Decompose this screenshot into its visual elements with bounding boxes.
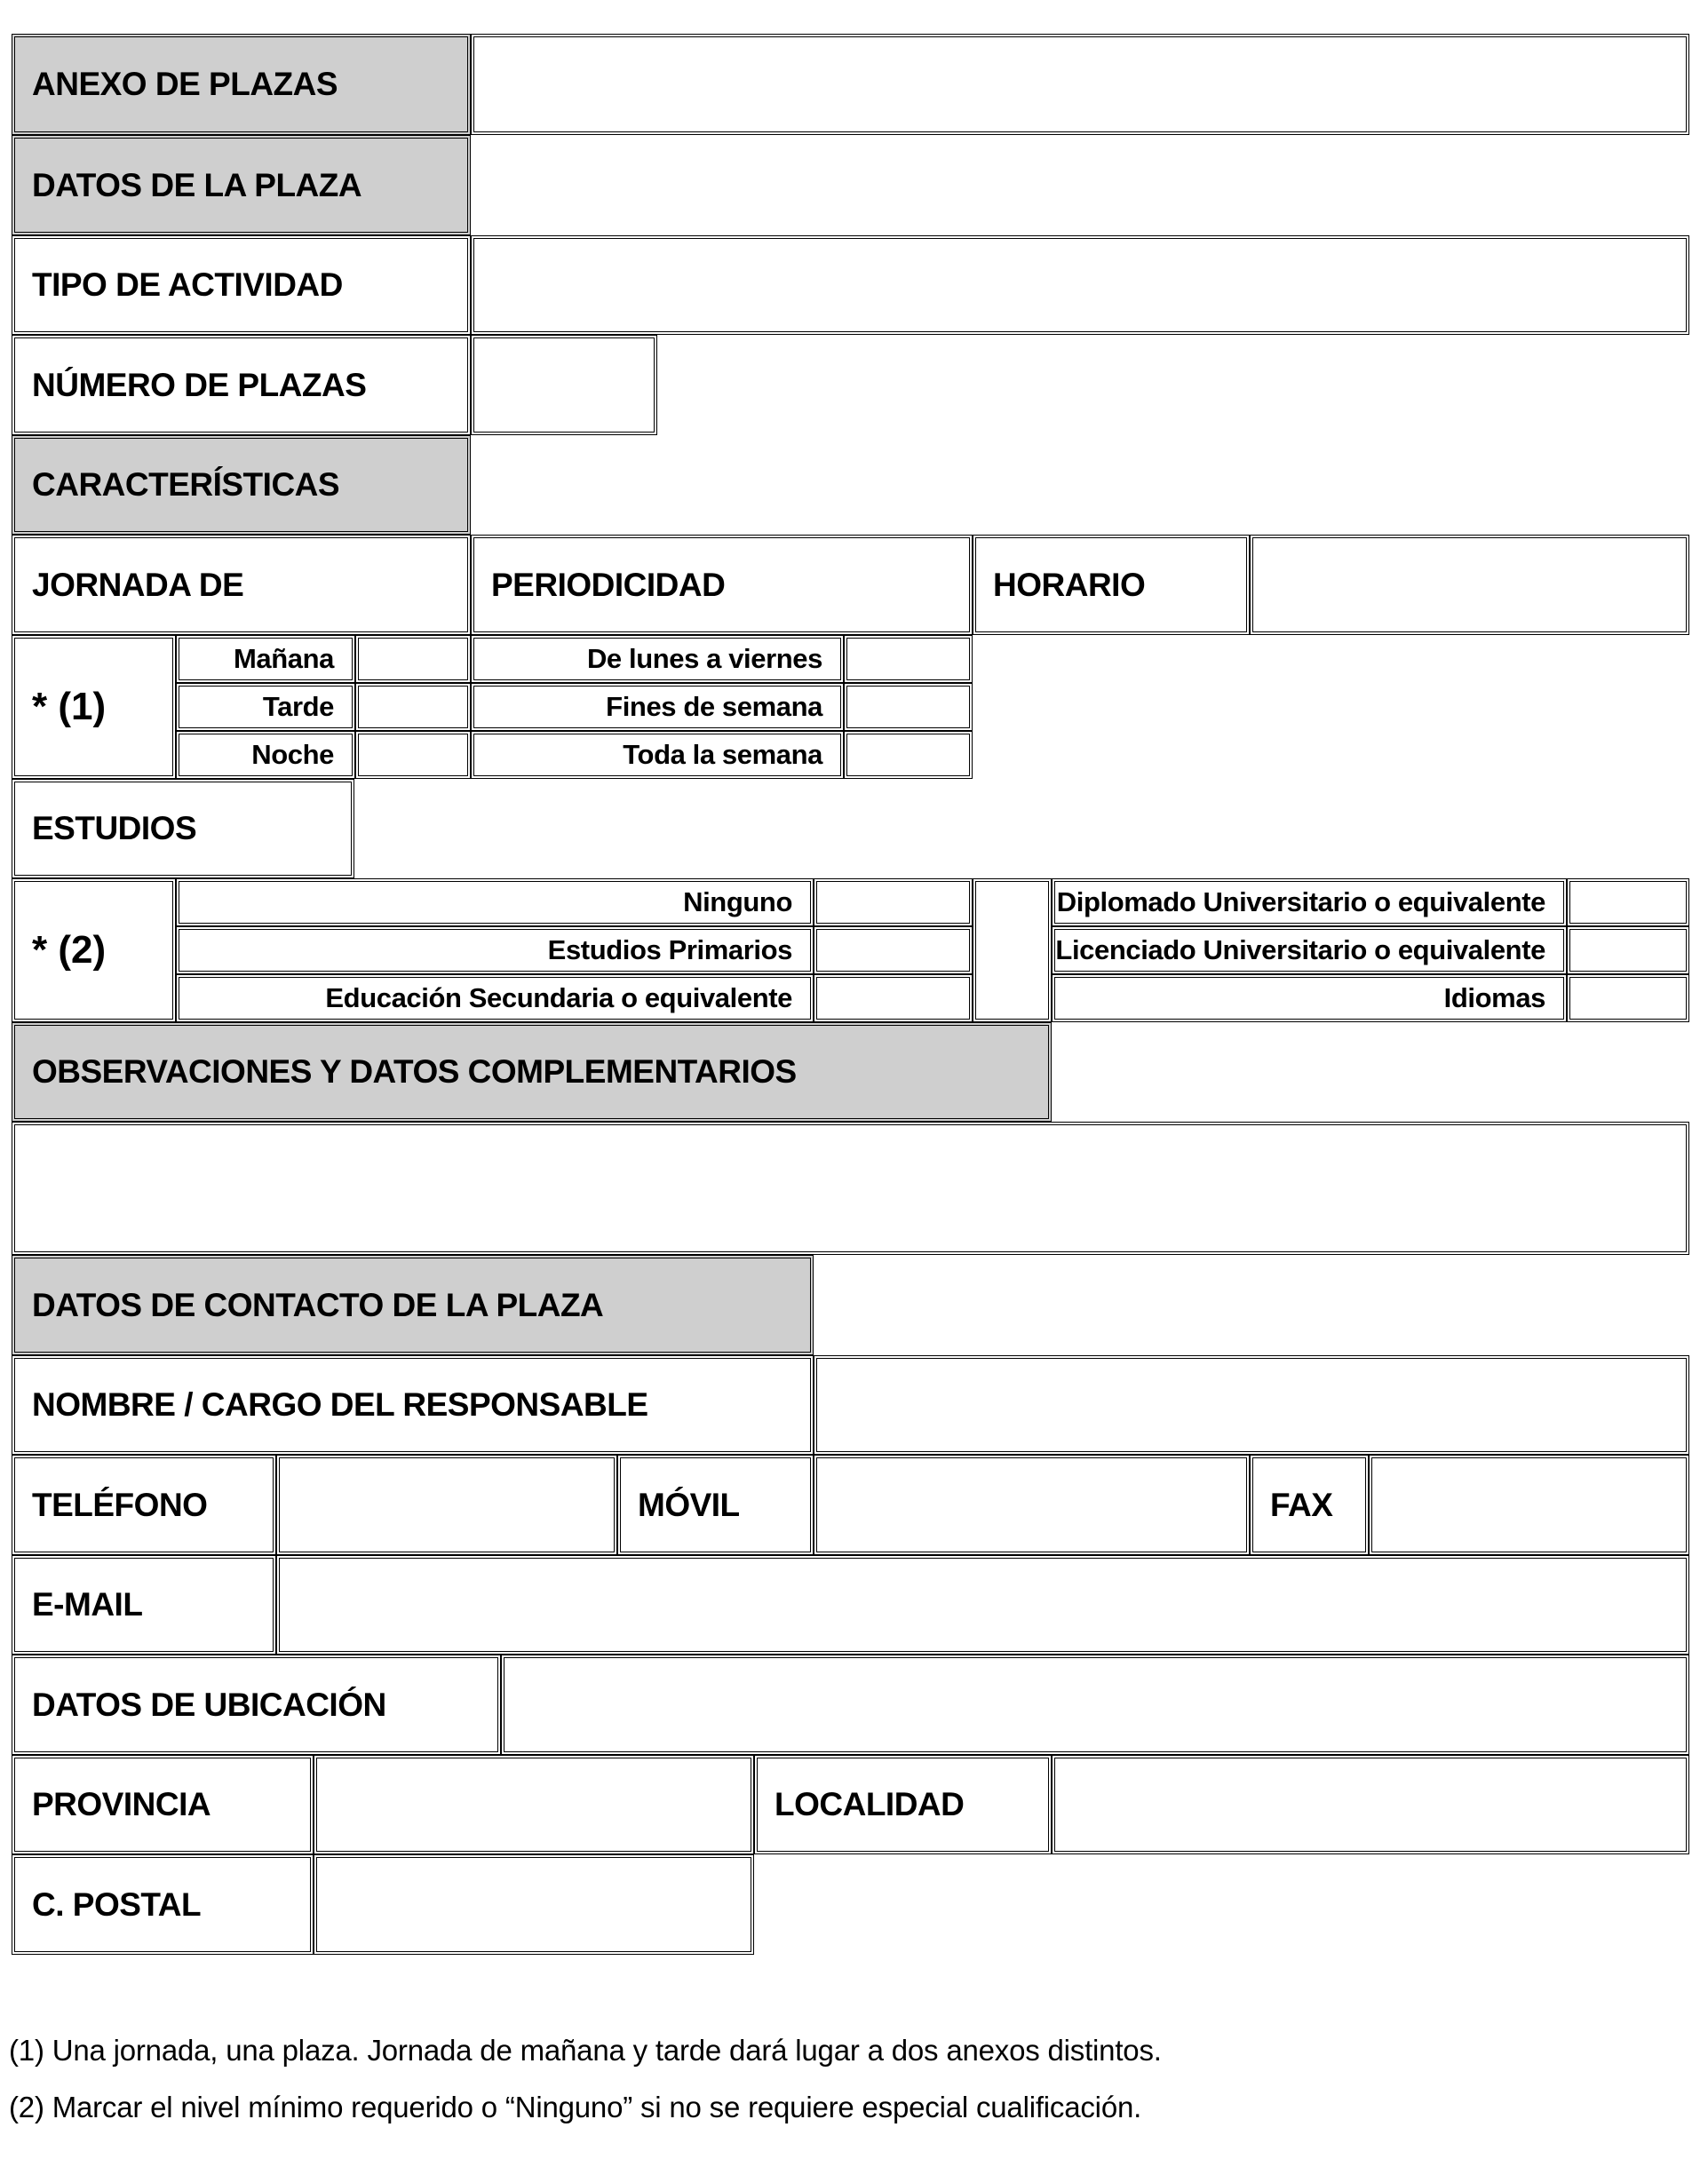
numero-plazas-label: NÚMERO DE PLAZAS: [12, 335, 471, 435]
movil-field[interactable]: [814, 1455, 1250, 1555]
provincia-field[interactable]: [314, 1755, 754, 1854]
ubicacion-label: DATOS DE UBICACIÓN: [12, 1655, 501, 1755]
ubicacion-field[interactable]: [501, 1655, 1689, 1755]
tipo-actividad-label: TIPO DE ACTIVIDAD: [12, 235, 471, 335]
telefono-label: TELÉFONO: [12, 1455, 276, 1555]
footnote-2: (2) Marcar el nivel mínimo requerido o “Ninguno” si no se requiere especial cualificación.: [9, 2091, 1142, 2123]
localidad-field[interactable]: [1052, 1755, 1689, 1854]
provincia-label: PROVINCIA: [12, 1755, 314, 1854]
responsable-field[interactable]: [814, 1355, 1689, 1455]
fax-label: FAX: [1250, 1455, 1369, 1555]
turno-tarde-check[interactable]: [355, 683, 471, 731]
email-label: E-MAIL: [12, 1555, 276, 1655]
estudios-secundaria-label: Educación Secundaria o equivalente: [176, 974, 814, 1022]
anexo-field[interactable]: [471, 34, 1689, 135]
telefono-field[interactable]: [276, 1455, 617, 1555]
estudios-idiomas-check[interactable]: [1567, 974, 1689, 1022]
horario-label: HORARIO: [973, 535, 1250, 635]
anexo-label: ANEXO DE PLAZAS: [12, 34, 471, 135]
periodo-toda-semana-label: Toda la semana: [471, 731, 844, 779]
periodo-lunes-viernes-label: De lunes a viernes: [471, 635, 844, 683]
periodicidad-label: PERIODICIDAD: [471, 535, 973, 635]
periodo-fines-semana-check[interactable]: [844, 683, 973, 731]
jornada-label: JORNADA DE: [12, 535, 471, 635]
turno-manana-check[interactable]: [355, 635, 471, 683]
estudios-primarios-check[interactable]: [814, 926, 973, 974]
tipo-actividad-field[interactable]: [471, 235, 1689, 335]
observaciones-field[interactable]: [12, 1122, 1689, 1255]
periodo-toda-semana-check[interactable]: [844, 731, 973, 779]
responsable-label: NOMBRE / CARGO DEL RESPONSABLE: [12, 1355, 814, 1455]
estudios-licenciado-label: Licenciado Universitario o equivalente: [1052, 926, 1567, 974]
periodo-lunes-viernes-check[interactable]: [844, 635, 973, 683]
fax-field[interactable]: [1369, 1455, 1689, 1555]
postal-label: C. POSTAL: [12, 1854, 314, 1955]
postal-field[interactable]: [314, 1854, 754, 1955]
localidad-label: LOCALIDAD: [754, 1755, 1052, 1854]
estudios-licenciado-check[interactable]: [1567, 926, 1689, 974]
nota1-marker: * (1): [12, 635, 176, 779]
turno-noche-label: Noche: [176, 731, 355, 779]
caracteristicas-header: CARACTERÍSTICAS: [12, 435, 471, 535]
horario-field[interactable]: [1250, 535, 1689, 635]
estudios-primarios-label: Estudios Primarios: [176, 926, 814, 974]
numero-plazas-field[interactable]: [471, 335, 657, 435]
estudios-diplomado-label: Diplomado Universitario o equivalente: [1052, 878, 1567, 926]
nota2-marker: * (2): [12, 878, 176, 1022]
estudios-label: ESTUDIOS: [12, 779, 354, 878]
turno-manana-label: Mañana: [176, 635, 355, 683]
estudios-secundaria-check[interactable]: [814, 974, 973, 1022]
observaciones-header: OBSERVACIONES Y DATOS COMPLEMENTARIOS: [12, 1022, 1052, 1122]
estudios-diplomado-check[interactable]: [1567, 878, 1689, 926]
estudios-idiomas-label: Idiomas: [1052, 974, 1567, 1022]
movil-label: MÓVIL: [617, 1455, 814, 1555]
estudios-ninguno-check[interactable]: [814, 878, 973, 926]
footnote-1: (1) Una jornada, una plaza. Jornada de mañana y tarde dará lugar a dos anexos distintos.: [9, 2034, 1162, 2067]
estudios-separator: [973, 878, 1052, 1022]
turno-noche-check[interactable]: [355, 731, 471, 779]
contacto-header: DATOS DE CONTACTO DE LA PLAZA: [12, 1255, 814, 1355]
periodo-fines-semana-label: Fines de semana: [471, 683, 844, 731]
estudios-ninguno-label: Ninguno: [176, 878, 814, 926]
email-field[interactable]: [276, 1555, 1689, 1655]
turno-tarde-label: Tarde: [176, 683, 355, 731]
datos-plaza-header: DATOS DE LA PLAZA: [12, 135, 471, 235]
